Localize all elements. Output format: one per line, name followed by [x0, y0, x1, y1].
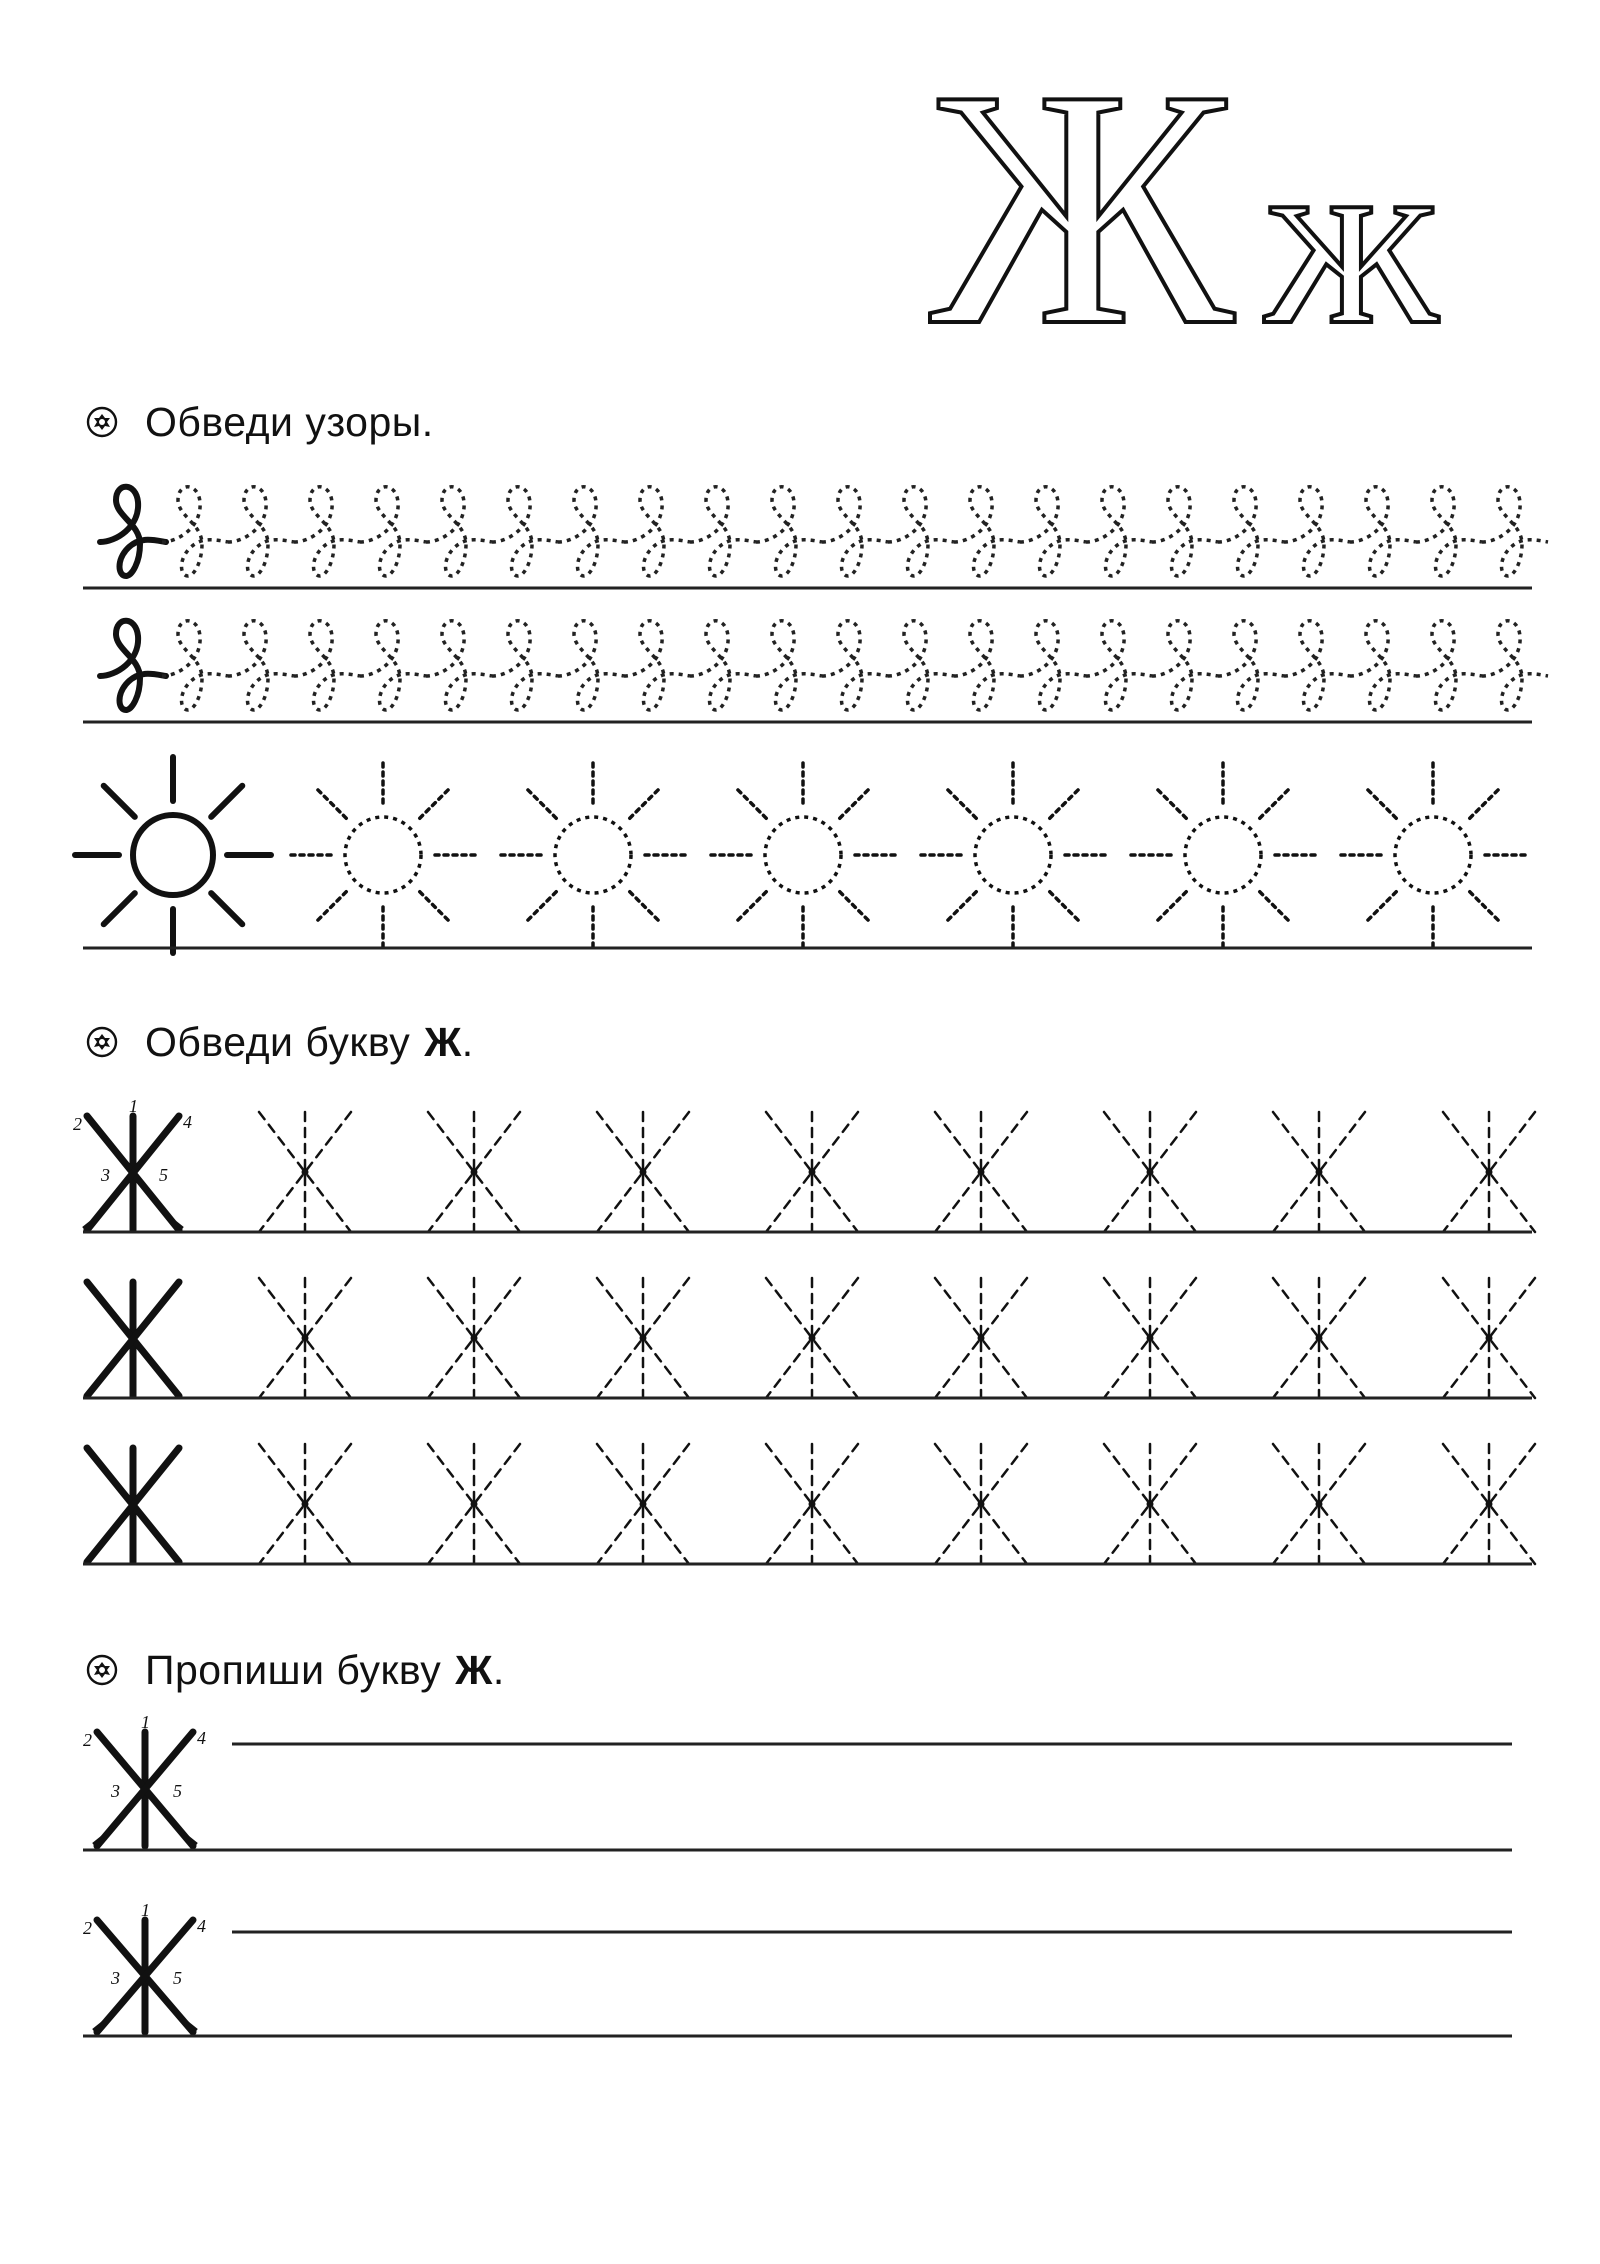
- letter-sample: [87, 1448, 179, 1562]
- loop-trace: [756, 621, 822, 710]
- letter-trace: [935, 1112, 1027, 1232]
- instruction-text: Обведи узоры.: [145, 398, 434, 445]
- letter-trace: [766, 1278, 858, 1398]
- letter-trace: [1443, 1112, 1535, 1232]
- letter-trace: [1443, 1444, 1535, 1564]
- letter-trace: [259, 1278, 351, 1398]
- letter-trace: [935, 1278, 1027, 1398]
- loop-trace: [690, 487, 756, 576]
- stroke-number: 3: [111, 1968, 120, 1988]
- instruction-letter: Ж: [455, 1646, 493, 1693]
- trace-letter-rows: [73, 1096, 1535, 1564]
- flower-bullet-icon: [85, 405, 119, 439]
- sun-trace: [497, 759, 689, 951]
- loop-trace: [360, 487, 426, 576]
- sun-trace: [707, 759, 899, 951]
- loop-trace: [954, 621, 1020, 710]
- instruction-suffix: .: [461, 1018, 474, 1065]
- loop-trace: [1020, 621, 1086, 710]
- title-lower-letter: ж: [1265, 100, 1438, 377]
- instruction-letter: Ж: [424, 1018, 462, 1065]
- sun-trace: [917, 759, 1109, 951]
- loop-trace: [1152, 487, 1218, 576]
- letter-trace: [1104, 1278, 1196, 1398]
- loop-trace: [1482, 487, 1548, 576]
- stroke-number: 1: [141, 1900, 150, 1920]
- stroke-number: 2: [83, 1918, 92, 1938]
- stroke-number: 2: [73, 1114, 82, 1134]
- title-letters: [930, 19, 1439, 396]
- sun-sample: [75, 757, 271, 953]
- letter-trace: [1104, 1444, 1196, 1564]
- stroke-number: 1: [141, 1712, 150, 1732]
- sun-trace: [287, 759, 479, 951]
- loop-trace: [1284, 487, 1350, 576]
- loop-trace: [162, 487, 228, 576]
- loop-trace: [624, 621, 690, 710]
- stroke-number: 2: [83, 1730, 92, 1750]
- loop-trace: [1218, 487, 1284, 576]
- loop-trace: [162, 621, 228, 710]
- loop-trace: [888, 621, 954, 710]
- instruction-trace-letter: [85, 1012, 474, 1072]
- letter-trace: [1104, 1112, 1196, 1232]
- loop-trace: [1284, 621, 1350, 710]
- loop-trace: [558, 621, 624, 710]
- loop-trace: [1416, 487, 1482, 576]
- loop-trace: [690, 621, 756, 710]
- loop-trace: [822, 487, 888, 576]
- loop-trace: [492, 487, 558, 576]
- letter-sample: [83, 1900, 206, 2032]
- loop-sample: [100, 621, 166, 710]
- instruction-trace-patterns: [85, 392, 434, 452]
- loop-trace: [1350, 487, 1416, 576]
- stroke-number: 5: [173, 1781, 182, 1801]
- loop-pattern-row-1: [100, 487, 1548, 576]
- loop-trace: [294, 621, 360, 710]
- stroke-number: 3: [111, 1781, 120, 1801]
- letter-trace: [766, 1444, 858, 1564]
- loop-trace: [1416, 621, 1482, 710]
- loop-trace: [228, 487, 294, 576]
- letter-trace: [766, 1112, 858, 1232]
- stroke-number: 4: [197, 1728, 206, 1748]
- letter-trace: [428, 1112, 520, 1232]
- loop-trace: [888, 487, 954, 576]
- letter-trace: [1443, 1278, 1535, 1398]
- letter-trace: [597, 1444, 689, 1564]
- letter-trace: [428, 1444, 520, 1564]
- loop-trace: [1350, 621, 1416, 710]
- flower-bullet-icon: [85, 1025, 119, 1059]
- loop-trace: [492, 621, 558, 710]
- stroke-number: 4: [183, 1112, 192, 1132]
- flower-bullet-icon: [85, 1653, 119, 1687]
- loop-trace: [1086, 487, 1152, 576]
- letter-trace: [597, 1278, 689, 1398]
- loop-trace: [426, 621, 492, 710]
- letter-sample: [87, 1282, 179, 1396]
- letter-trace: [259, 1112, 351, 1232]
- loop-pattern-row-2: [100, 621, 1548, 710]
- letter-trace: [428, 1278, 520, 1398]
- loop-trace: [822, 621, 888, 710]
- letter-trace: [1273, 1112, 1365, 1232]
- instruction-text: [145, 1019, 474, 1066]
- letter-trace: [1273, 1278, 1365, 1398]
- letter-sample: [83, 1712, 206, 1846]
- loop-trace: [624, 487, 690, 576]
- sun-trace: [1127, 759, 1319, 951]
- stroke-number: 5: [159, 1165, 168, 1185]
- letter-trace: [597, 1112, 689, 1232]
- stroke-number: 3: [101, 1165, 110, 1185]
- loop-trace: [426, 487, 492, 576]
- stroke-number: 5: [173, 1968, 182, 1988]
- loop-trace: [756, 487, 822, 576]
- title-upper-letter: Ж: [930, 19, 1235, 396]
- loop-trace: [360, 621, 426, 710]
- loop-trace: [1020, 487, 1086, 576]
- loop-trace: [1218, 621, 1284, 710]
- loop-sample: [100, 487, 166, 576]
- loop-trace: [1152, 621, 1218, 710]
- sun-trace: [1337, 759, 1529, 951]
- sun-pattern-row: [75, 757, 1529, 953]
- stroke-number: 4: [197, 1916, 206, 1936]
- letter-trace: [935, 1444, 1027, 1564]
- write-letter-rows: [83, 1712, 1512, 2036]
- loop-trace: [1482, 621, 1548, 710]
- loop-trace: [228, 621, 294, 710]
- letter-sample: [73, 1096, 192, 1230]
- loop-trace: [954, 487, 1020, 576]
- loop-trace: [294, 487, 360, 576]
- instruction-text: [145, 1647, 505, 1694]
- instruction-prefix: Обведи букву: [145, 1018, 411, 1065]
- stroke-number: 1: [129, 1096, 138, 1116]
- letter-trace: [1273, 1444, 1365, 1564]
- letter-trace: [259, 1444, 351, 1564]
- instruction-prefix: Пропиши букву: [145, 1646, 442, 1693]
- instruction-write-letter: [85, 1640, 505, 1700]
- loop-trace: [1086, 621, 1152, 710]
- instruction-suffix: .: [492, 1646, 505, 1693]
- loop-trace: [558, 487, 624, 576]
